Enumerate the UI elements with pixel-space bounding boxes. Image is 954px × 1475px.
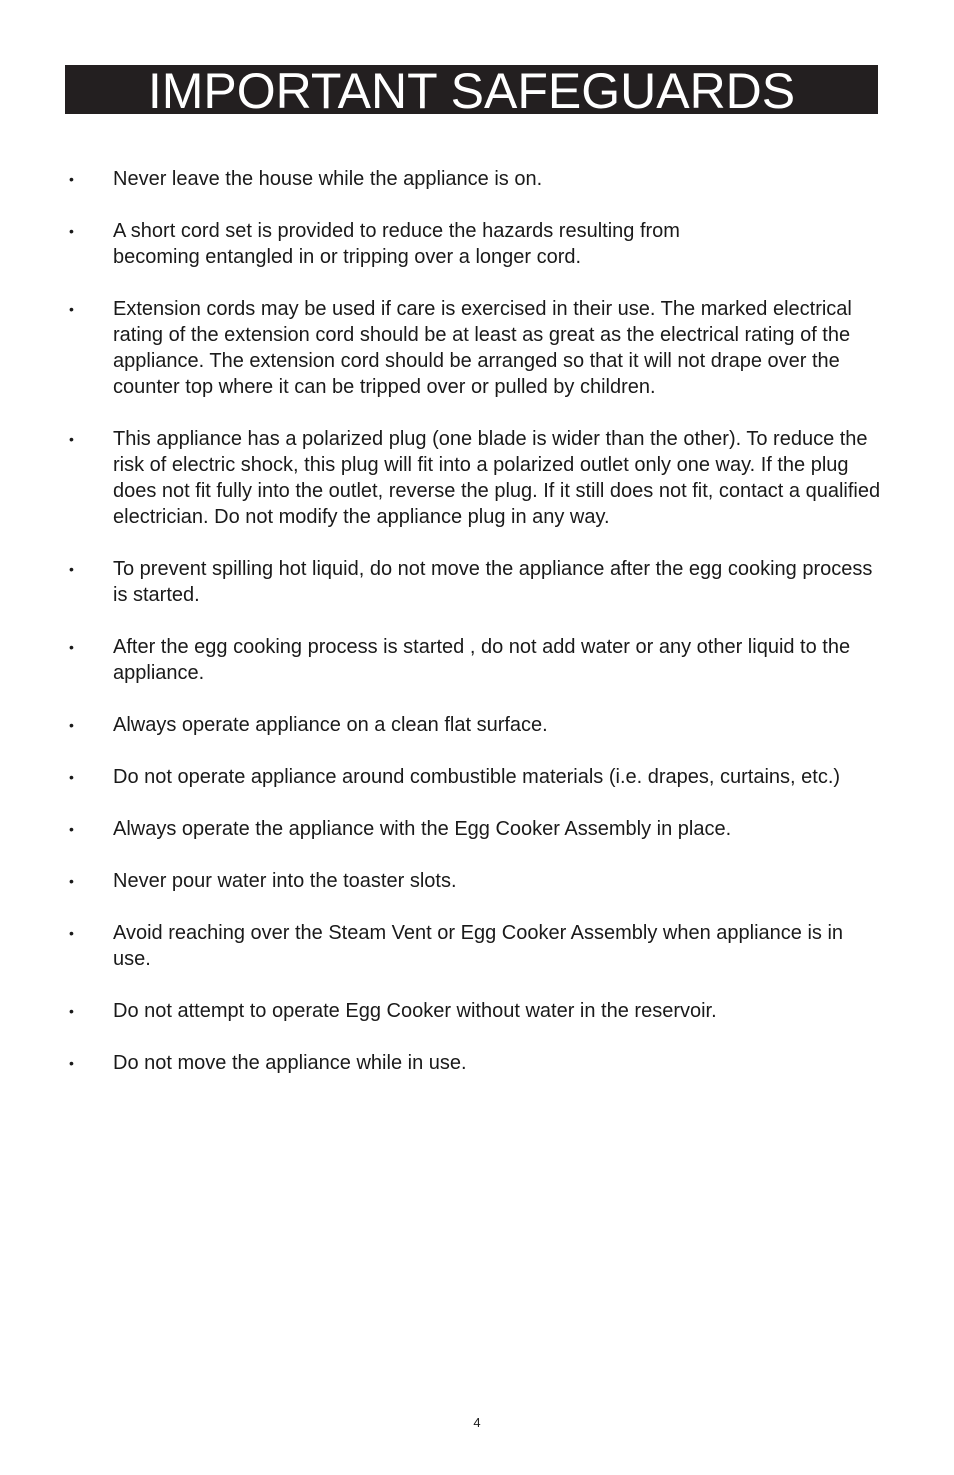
safeguard-text: This appliance has a polarized plug (one blade is wider than the other). To reduce the risk of electric shock, this plug will fit into a polarized outlet only one way. If the plug does not fit fully into the outlet, reverse the plug. If it still does not fit, contact a qualified electrician. Do not modify the appliance plug in any way. [113, 428, 881, 528]
page-number: 4 [473, 1415, 481, 1430]
safeguards-list [65, 166, 885, 1102]
list-item [65, 296, 885, 400]
bullet-icon: • [69, 821, 74, 837]
bullet-icon: • [69, 561, 74, 577]
list-item [65, 712, 885, 738]
bullet-icon: • [69, 769, 74, 785]
bullet-icon: • [69, 223, 74, 239]
safeguard-text: To prevent spilling hot liquid, do not move the appliance after the egg cooking process is started. [113, 558, 873, 606]
bullet-icon: • [69, 1003, 74, 1019]
bullet-icon: • [69, 717, 74, 733]
safeguard-text: Avoid reaching over the Steam Vent or Egg Cooker Assembly when appliance is in use. [113, 922, 844, 970]
safeguard-text: Extension cords may be used if care is exercised in their use. The marked electrical rating of the extension cord should be at least as great as the electrical rating of the appliance. The extension cord should be arranged so that it will not drape over the counter top where it can be tripped over or pulled by children. [113, 298, 852, 398]
list-item [65, 426, 885, 530]
list-item [65, 556, 885, 608]
safeguard-text: Always operate appliance on a clean flat surface. [113, 714, 548, 736]
list-item [65, 920, 885, 972]
list-item [65, 166, 885, 192]
list-item [65, 868, 885, 894]
bullet-icon: • [69, 431, 74, 447]
bullet-icon: • [69, 171, 74, 187]
list-item [65, 764, 885, 790]
bullet-icon: • [69, 1055, 74, 1071]
title-banner [65, 62, 878, 119]
bullet-icon: • [69, 873, 74, 889]
list-item [65, 218, 885, 270]
bullet-icon: • [69, 925, 74, 941]
list-item [65, 998, 885, 1024]
list-item [65, 634, 885, 686]
bullet-icon: • [69, 639, 74, 655]
safeguard-text: Do not operate appliance around combustible materials (i.e. drapes, curtains, etc.) [113, 766, 841, 788]
bullet-icon: • [69, 301, 74, 317]
safeguard-text: Never pour water into the toaster slots. [113, 870, 457, 892]
safeguard-text: Do not attempt to operate Egg Cooker without water in the reservoir. [113, 1000, 717, 1022]
safeguard-text: Never leave the house while the appliance is on. [113, 168, 543, 190]
page-title: IMPORTANT SAFEGUARDS [147, 62, 796, 119]
safeguard-text: Always operate the appliance with the Egg Cooker Assembly in place. [113, 818, 732, 840]
list-item [65, 1050, 885, 1076]
list-item [65, 816, 885, 842]
safeguard-text: A short cord set is provided to reduce the hazards resulting from becoming entangled in or tripping over a longer cord. [113, 220, 680, 268]
safeguard-text: Do not move the appliance while in use. [113, 1052, 467, 1074]
safeguard-text: After the egg cooking process is started , do not add water or any other liquid to the appliance. [113, 636, 851, 684]
